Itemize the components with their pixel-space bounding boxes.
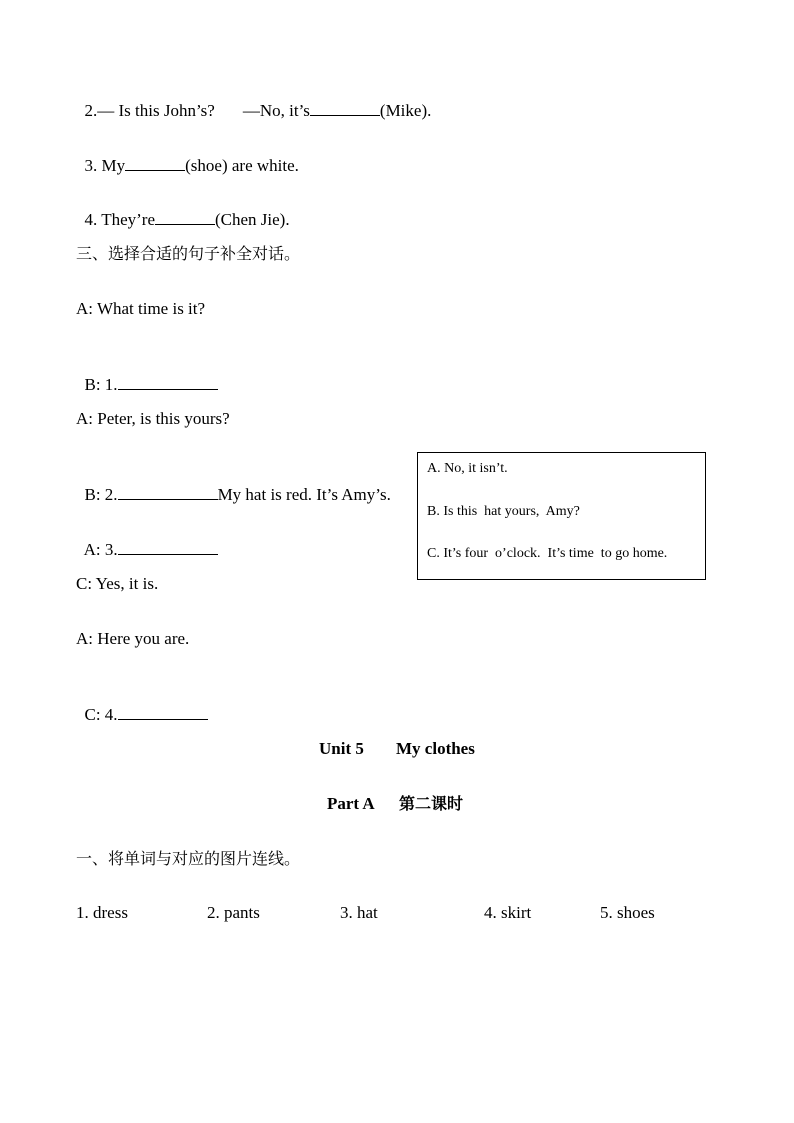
option-b: B. Is this hat yours, Amy? [427, 504, 580, 519]
section-title: 一、将单词与对应的图片连线。 [76, 849, 301, 868]
answer-blank[interactable] [118, 539, 218, 555]
dash: — [242, 101, 260, 120]
answer-prefix: No, it’s [259, 101, 310, 120]
question-4 [76, 189, 290, 230]
question-text: Is this John’s? [114, 101, 215, 120]
answer-blank[interactable] [118, 484, 218, 500]
word-item: 3. hat [340, 903, 378, 922]
dialogue-line [76, 519, 218, 560]
question-3 [76, 135, 299, 176]
answer-blank[interactable] [118, 374, 218, 390]
dialogue-text: My hat is red. It’s Amy’s. [217, 485, 391, 504]
dialogue-line: A: What time is it? [76, 299, 206, 318]
options-box [417, 452, 706, 580]
dialogue-line [76, 354, 218, 395]
dialogue-line [76, 684, 208, 725]
hint-text: (Chen Jie). [215, 210, 290, 229]
question-prefix: 4. They’re [84, 210, 155, 229]
word-item: 1. dress [76, 903, 128, 922]
part-title: Part A [327, 794, 375, 813]
answer-blank[interactable] [118, 704, 208, 720]
question-prefix: 3. My [84, 156, 126, 175]
word-item: 4. skirt [484, 903, 532, 922]
dash: — [97, 101, 115, 120]
dialogue-line: C: Yes, it is. [76, 574, 159, 593]
dialogue-prefix: B: 2. [84, 485, 118, 504]
word-item: 5. shoes [600, 903, 655, 922]
answer-blank[interactable] [310, 100, 380, 116]
option-c: C. It’s four o’clock. It’s time to go home. [427, 546, 668, 561]
section-title: 三、选择合适的句子补全对话。 [76, 244, 301, 263]
option-a: A. No, it isn’t. [427, 461, 508, 476]
dialogue-prefix: B: 1. [84, 375, 118, 394]
dialogue-line [76, 464, 391, 505]
hint-text: (Mike). [379, 101, 432, 120]
unit-name: My clothes [396, 739, 475, 758]
question-2 [76, 80, 431, 121]
lesson-title: 第二课时 [399, 794, 464, 813]
dialogue-line: A: Here you are. [76, 629, 190, 648]
question-number: 2. [84, 101, 98, 120]
answer-blank[interactable] [155, 209, 215, 225]
dialogue-line: A: Peter, is this yours? [76, 409, 230, 428]
word-item: 2. pants [207, 903, 260, 922]
hint-text: (shoe) are white. [185, 156, 299, 175]
answer-blank[interactable] [125, 155, 185, 171]
dialogue-prefix: A: 3. [83, 540, 118, 559]
unit-title: Unit 5 [319, 739, 364, 758]
dialogue-prefix: C: 4. [84, 705, 118, 724]
